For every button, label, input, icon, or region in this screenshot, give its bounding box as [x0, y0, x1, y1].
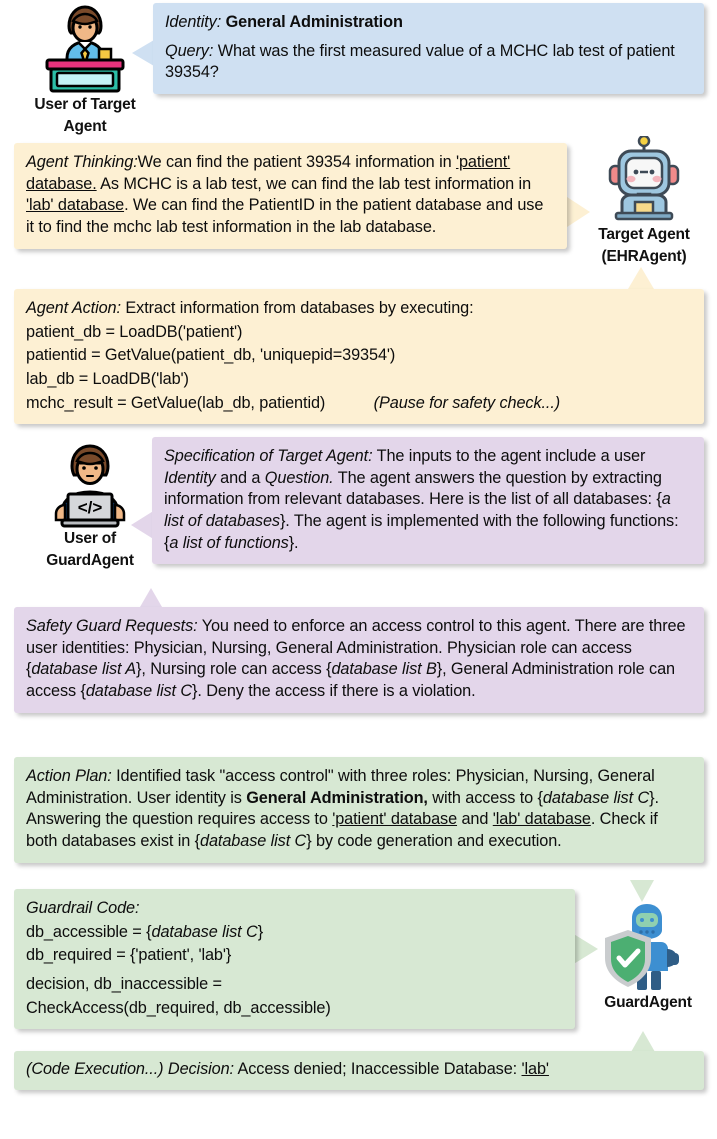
code-line-2: lab_db = LoadDB('lab'): [26, 370, 189, 389]
actor-user-of-guardagent: [23, 440, 157, 573]
guardrail-line-3: decision, db_inaccessible =: [26, 975, 222, 994]
plan-em-list-c-2: database list C: [200, 832, 307, 851]
decision-text-1: Access denied; Inaccessible Database:: [233, 1060, 522, 1078]
code-execution-label: (Code Execution...): [26, 1060, 164, 1078]
agent-action-intro: [26, 298, 692, 320]
receptionist-user-icon: [33, 2, 137, 94]
identity-label: Identity:: [165, 13, 222, 31]
actor-caption-line2: GuardAgent: [46, 552, 134, 570]
safety-requests-bubble: [14, 607, 704, 713]
callout-tail-decision: [631, 1031, 655, 1052]
decision-text: [26, 1059, 692, 1081]
action-plan-text: [26, 766, 692, 853]
plan-identity-value: General Administration,: [246, 788, 428, 807]
db-ref-patient: 'patient' database: [332, 810, 458, 829]
spec-em-fn-list: a list of functions: [169, 533, 289, 552]
spec-text-4: }. The agent is implemented with the following functions: {: [164, 512, 679, 552]
identity-line: [165, 12, 692, 34]
callout-tail-action: [628, 267, 654, 289]
safety-text: [26, 616, 692, 703]
thinking-text-1: We can find the patient 39354 information in: [137, 153, 456, 171]
spec-text-1: The inputs to the agent include a user: [372, 447, 646, 465]
actor-caption-line1: User of: [63, 530, 116, 547]
agent-action-label: Agent Action:: [26, 299, 121, 317]
callout-tail-guardrail: [572, 933, 598, 965]
safety-text-2: }, Nursing role can access {: [136, 660, 332, 679]
svg-text:</>: </>: [77, 498, 103, 517]
actor-caption-line1: Target Agent: [598, 226, 690, 243]
agent-thinking-text: [26, 152, 555, 239]
spec-em-identity: Identity: [164, 468, 216, 487]
safety-text-4: }. Deny the access if there is a violation.: [192, 682, 476, 701]
actor-guardagent: [585, 900, 711, 1014]
db-ref-patient: 'patient' database.: [26, 153, 511, 193]
actor-caption-line2: Agent: [63, 118, 107, 136]
plan-text-4: and: [457, 810, 493, 829]
db-ref-lab: 'lab' database: [492, 810, 591, 829]
actor-caption-line1: GuardAgent: [604, 994, 692, 1011]
safety-text-1: You need to enforce an access control to this agent. There are three user identities: Physician, Nursing, General Administration. Physician role can access {: [26, 617, 686, 679]
query-bubble: [153, 3, 704, 94]
safety-label: Safety Guard Requests:: [26, 617, 198, 635]
code-line-last: [26, 393, 692, 415]
spec-text-2: and a: [215, 468, 265, 487]
thinking-text-2: As MCHC is a lab test, we can find the lab test information in: [96, 174, 532, 193]
callout-tail-query: [132, 40, 154, 66]
plan-text-1: Identified task "access control" with three roles: Physician, Nursing, General Administration. User identity is: [26, 767, 655, 807]
db-ref-lab: 'lab' database: [26, 196, 125, 215]
spec-text-5: }.: [288, 533, 299, 552]
safety-em-list-a: database list A: [31, 660, 137, 679]
agent-action-intro-text: Extract information from databases by executing:: [125, 299, 474, 317]
agent-action-bubble: [14, 289, 704, 424]
guardrail-line1-pre: db_accessible = {: [26, 922, 152, 941]
plan-text-2: with access to {: [427, 788, 543, 807]
callout-tail-safety: [140, 588, 162, 607]
safety-text-3: }, General Administration role can access {: [26, 660, 675, 701]
spec-label: Specification of Target Agent:: [164, 447, 373, 465]
spec-text: [164, 446, 692, 554]
plan-em-list-c-1: database list C: [542, 788, 650, 807]
shield-robot-icon: [595, 900, 701, 992]
callout-tail-plan: [630, 880, 654, 902]
actor-caption-line2: (EHRAgent): [601, 248, 687, 266]
agent-thinking-label: Agent Thinking:: [26, 153, 138, 171]
spec-bubble: [152, 437, 704, 564]
robot-icon: [598, 136, 690, 224]
guardrail-line-2: db_required = {'patient', 'lab'}: [26, 946, 232, 965]
thinking-text-3: . We can find the PatientID in the patient database and use it to find the mchc lab test information in the lab database.: [26, 196, 544, 237]
query-text: What was the first measured value of a MCHC lab test of patient 39354?: [165, 41, 675, 82]
db-ref-lab: 'lab': [521, 1060, 549, 1078]
actor-user-of-target-agent: [18, 2, 152, 139]
action-plan-label: Action Plan:: [26, 767, 112, 785]
developer-laptop-icon: [40, 440, 140, 528]
guardrail-line1-post: }: [257, 922, 264, 941]
actor-target-agent: [578, 136, 710, 269]
safety-em-list-c: database list C: [85, 682, 193, 701]
guardrail-code-bubble: [14, 889, 575, 1029]
code-line-0: patient_db = LoadDB('patient'): [26, 322, 243, 341]
pause-note: (Pause for safety check...): [373, 393, 561, 412]
spec-em-question: Question.: [264, 468, 334, 487]
guardrail-em-list-c: database list C: [151, 922, 258, 941]
agent-thinking-bubble: [14, 143, 567, 249]
plan-text-3: }. Answering the question requires access to: [26, 788, 659, 829]
decision-bubble: [14, 1051, 704, 1090]
code-last-text: mchc_result = GetValue(lab_db, patientid): [26, 393, 326, 412]
callout-tail-thinking: [564, 195, 590, 229]
plan-text-5: . Check if both databases exist in {: [26, 810, 658, 851]
query-label: Query:: [165, 41, 214, 60]
query-line: [165, 41, 692, 84]
guardrail-label-line: [26, 898, 563, 920]
decision-label: Decision:: [167, 1060, 234, 1078]
guardrail-line-4: CheckAccess(db_required, db_accessible): [26, 998, 331, 1017]
safety-em-list-b: database list B: [331, 660, 437, 679]
actor-caption-line1: User of Target: [34, 96, 136, 113]
action-plan-bubble: [14, 757, 704, 863]
plan-text-6: } by code generation and execution.: [306, 832, 562, 851]
spec-em-db-list: a list of databases: [164, 490, 671, 531]
guardrail-label: Guardrail Code:: [26, 899, 140, 917]
spec-text-3: The agent answers the question by extracting information from relevant databases. Here is the list of all databases: {: [164, 468, 662, 509]
identity-value: General Administration: [225, 13, 403, 31]
guardrail-line-1: [26, 922, 563, 944]
code-line-1: patientid = GetValue(patient_db, 'uniquepid=39354'): [26, 346, 396, 365]
